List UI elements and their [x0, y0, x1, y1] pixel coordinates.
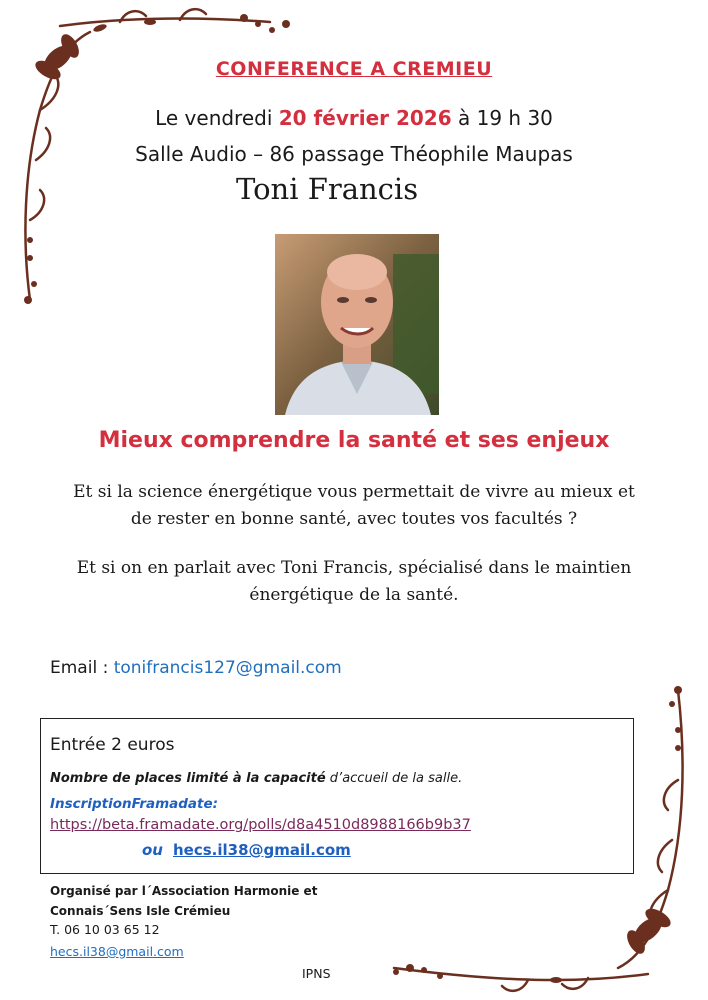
page-title: CONFERENCE A CREMIEU — [215, 58, 493, 80]
intro-line-2: de rester en bonne santé, avec toutes vos facultés ? — [130, 509, 578, 529]
association-email-link[interactable]: hecs.il38@gmail.com — [172, 841, 351, 859]
framadate-link[interactable]: https://beta.framadate.org/polls/d8a4510d8988166b9b37 — [50, 817, 471, 833]
organizer-line-1: Organisé par l´Association Harmonie et — [50, 884, 318, 898]
capacity-note-rest: d’accueil de la salle. — [325, 771, 463, 786]
event-venue: Salle Audio – 86 passage Théophile Maupas — [135, 142, 573, 166]
headline: Mieux comprendre la santé et ses enjeux — [98, 428, 610, 453]
capacity-note — [50, 771, 462, 786]
organizer-line-2: Connais´Sens Isle Crémieu — [50, 904, 231, 918]
speaker-line-1: Et si on en parlait avec Toni Francis, spécialisé dans le maintien — [76, 558, 632, 578]
event-time: à 19 h 30 — [451, 106, 553, 130]
speaker-name: Toni Francis — [236, 172, 419, 206]
organizer — [50, 881, 317, 921]
alt-contact-line — [142, 841, 351, 859]
date-prefix: Le vendredi — [155, 106, 279, 130]
organizer-phone: T. 06 10 03 65 12 — [50, 922, 160, 937]
contact-email-line — [50, 658, 342, 678]
speaker-line-2: énergétique de la santé. — [249, 585, 459, 605]
inscription-label: InscriptionFramadate: — [50, 796, 219, 812]
speaker-paragraph — [0, 555, 708, 609]
intro-line-1: Et si la science énergétique vous permettait de vivre au mieux et — [73, 482, 635, 502]
intro-paragraph — [0, 479, 708, 533]
event-date: 20 février 2026 — [278, 106, 452, 130]
or-label: ou — [142, 841, 163, 859]
organizer-email-link[interactable]: hecs.il38@gmail.com — [50, 944, 184, 959]
event-date-line — [0, 106, 708, 130]
speaker-photo — [275, 234, 439, 415]
speaker-email-link[interactable]: tonifrancis127@gmail.com — [113, 658, 342, 678]
capacity-note-bold: Nombre de places limité à la capacité — [50, 771, 326, 786]
email-label: Email : — [50, 658, 114, 678]
entry-price: Entrée 2 euros — [50, 735, 175, 755]
ipns-mention: IPNS — [302, 966, 331, 981]
